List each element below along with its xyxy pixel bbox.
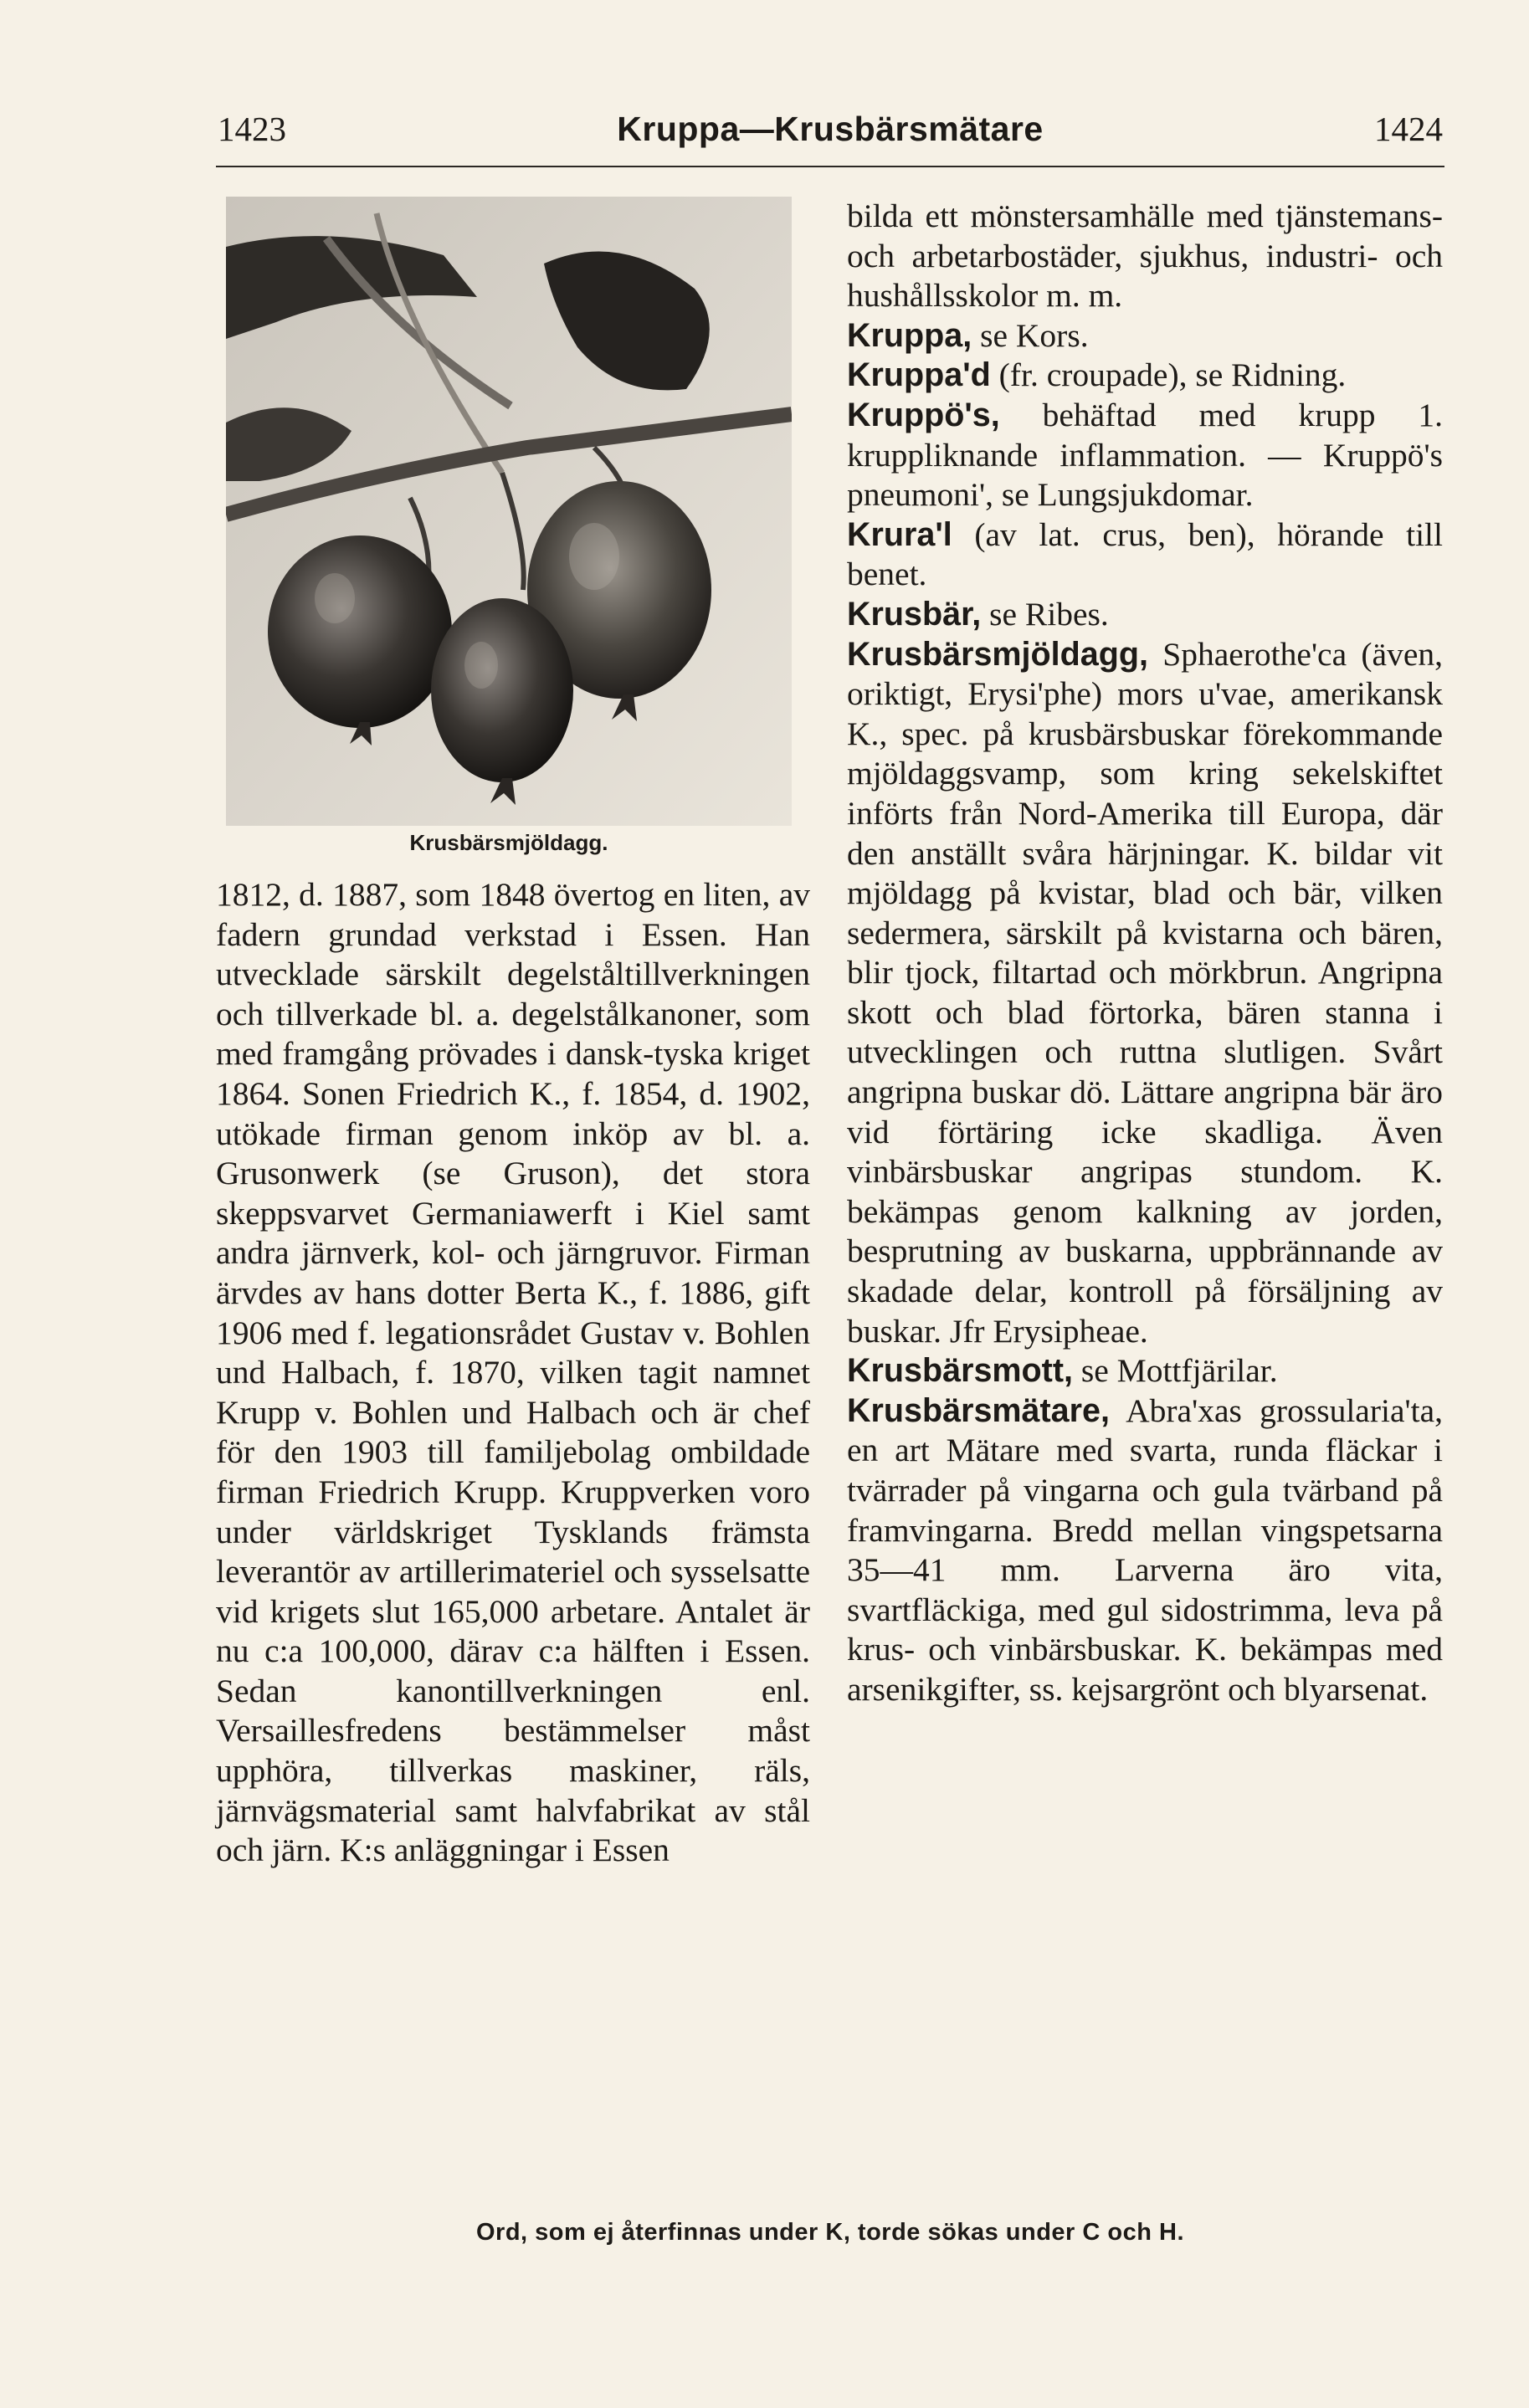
entry-lemma: Krusbär, (847, 595, 982, 633)
entry-krusbarsmjoldagg (847, 635, 1443, 1352)
entry-krusbarsmott (847, 1351, 1443, 1391)
figure-caption: Krusbärsmjöldagg. (409, 830, 608, 855)
left-column-text: 1812, d. 1887, som 1848 övertog en liten, av fadern grundad verkstad i Essen. Han utvecklade särskilt degelståltillverkningen och tillverkade bl. a. degelstålkanoner, som med framgång prövades i dansk-tyska kriget 1864. Sonen Friedrich K., f. 1854, d. 1902, utökade firman genom inköp av bl. a. Grusonwerk (se Gruson), det stora skeppsvarvet Germaniawerft i Kiel samt andra järnverk, kol- och järngruvor. Firman ärvdes av hans dotter Berta K., f. 1886, gift 1906 med f. legationsrådet Gustav v. Bohlen und Halbach, f. 1870, vilken tagit namnet Krupp v. Bohlen und Halbach och är chef för den 1903 till familjebolag ombildade firman Friedrich Krupp. Kruppverken voro under världskriget Tysklands främsta leverantör av artillerimateriel och sysselsatte vid krigets slut 165,000 arbetare. Antalet är nu c:a 100,000, därav c:a hälften i Essen. Sedan kanontillverkningen enl. Versaillesfredens bestämmelser måst upphöra, tillverkas maskiner, räls, järnvägsmaterial samt halvfabrikat av stål och järn. K:s anläggningar i Essen (216, 876, 810, 1869)
gooseberry-photo-image (226, 197, 792, 826)
entry-body: se Ribes. (981, 595, 1109, 633)
entry-lemma: Krusbärsmott, (847, 1352, 1073, 1390)
gooseberry-photo (226, 197, 792, 826)
page-number-right: 1424 (1374, 110, 1443, 148)
entry-kruppa (847, 316, 1443, 356)
running-header (218, 107, 1443, 157)
entry-body: (fr. croupade), se Ridning. (990, 356, 1347, 394)
right-column-intro: bilda ett mönstersamhälle med tjänstemans- och arbetarbostäder, sjukhus, industri- och hushållsskolor m. m. (847, 197, 1443, 315)
running-title: Kruppa—Krusbärsmätare (617, 110, 1044, 148)
entry-body: behäftad med krupp 1. kruppliknande inflammation. — Kruppö's pneumoni', se Lungsjukdomar. (847, 396, 1443, 514)
entry-lemma: Krura'l (847, 515, 952, 553)
right-column (847, 197, 1443, 1710)
entry-lemma: Krusbärsmjöldagg, (847, 635, 1148, 673)
entry-body: Sphaerothe'ca (även, oriktigt, Erysi'phe) mors u'vae, amerikansk K., spec. på krusbärsbuskar förekommande mjöldaggsvamp, som kring sekelskiftet införts från Nord-Amerika till Europa, där den anställt svåra härjningar. K. bildar vit mjöldagg på kvistar, blad och bär, vilken sedermera, särskilt på kvistarna och bären, blir tjock, filtartad och mörkbrun. Angripna skott och blad förtorka, bären stanna i utvecklingen och ruttna slutligen. Svårt angripna buskar dö. Lättare angripna bär äro vid förtäring icke skadliga. Även vinbärsbuskar angripas stundom. K. bekämpas genom kalkning av jorden, besprutning av buskarna, uppbrännande av skadade delar, kontroll på försäljning av buskar. Jfr Erysipheae. (847, 635, 1443, 1350)
entry-body: se Kors. (972, 316, 1089, 354)
page-footer-note: Ord, som ej återfinnas under K, torde sökas under C och H. (476, 2219, 1184, 2246)
page-number-left: 1423 (218, 110, 286, 148)
entry-krusbar (847, 595, 1443, 635)
entry-lemma: Krusbärsmätare, (847, 1391, 1110, 1429)
entry-krural (847, 515, 1443, 595)
entry-krusbarsmatare (847, 1391, 1443, 1710)
entry-kruppos (847, 396, 1443, 515)
header-rule (216, 166, 1444, 167)
left-column (216, 875, 810, 1871)
entry-kruppad (847, 356, 1443, 396)
entry-lemma: Kruppö's, (847, 396, 1000, 433)
entry-lemma: Kruppa, (847, 316, 972, 354)
entry-body: Abra'xas grossularia'ta, en art Mätare med svarta, runda fläckar i tvärrader på vingarna och gula tvärband på framvingarna. Bredd mellan vingspetsarna 35—41 mm. Larverna äro vita, svartfläckiga, med gul sidostrimma, leva på krus- och vinbärsbuskar. K. bekämpas med arsenikgifter, ss. kejsargrönt och blyarsenat. (847, 1391, 1443, 1708)
entry-body: (av lat. crus, ben), hörande till benet. (847, 515, 1443, 593)
entry-lemma: Kruppa'd (847, 356, 991, 394)
entry-body: se Mottfjärilar. (1072, 1352, 1278, 1390)
